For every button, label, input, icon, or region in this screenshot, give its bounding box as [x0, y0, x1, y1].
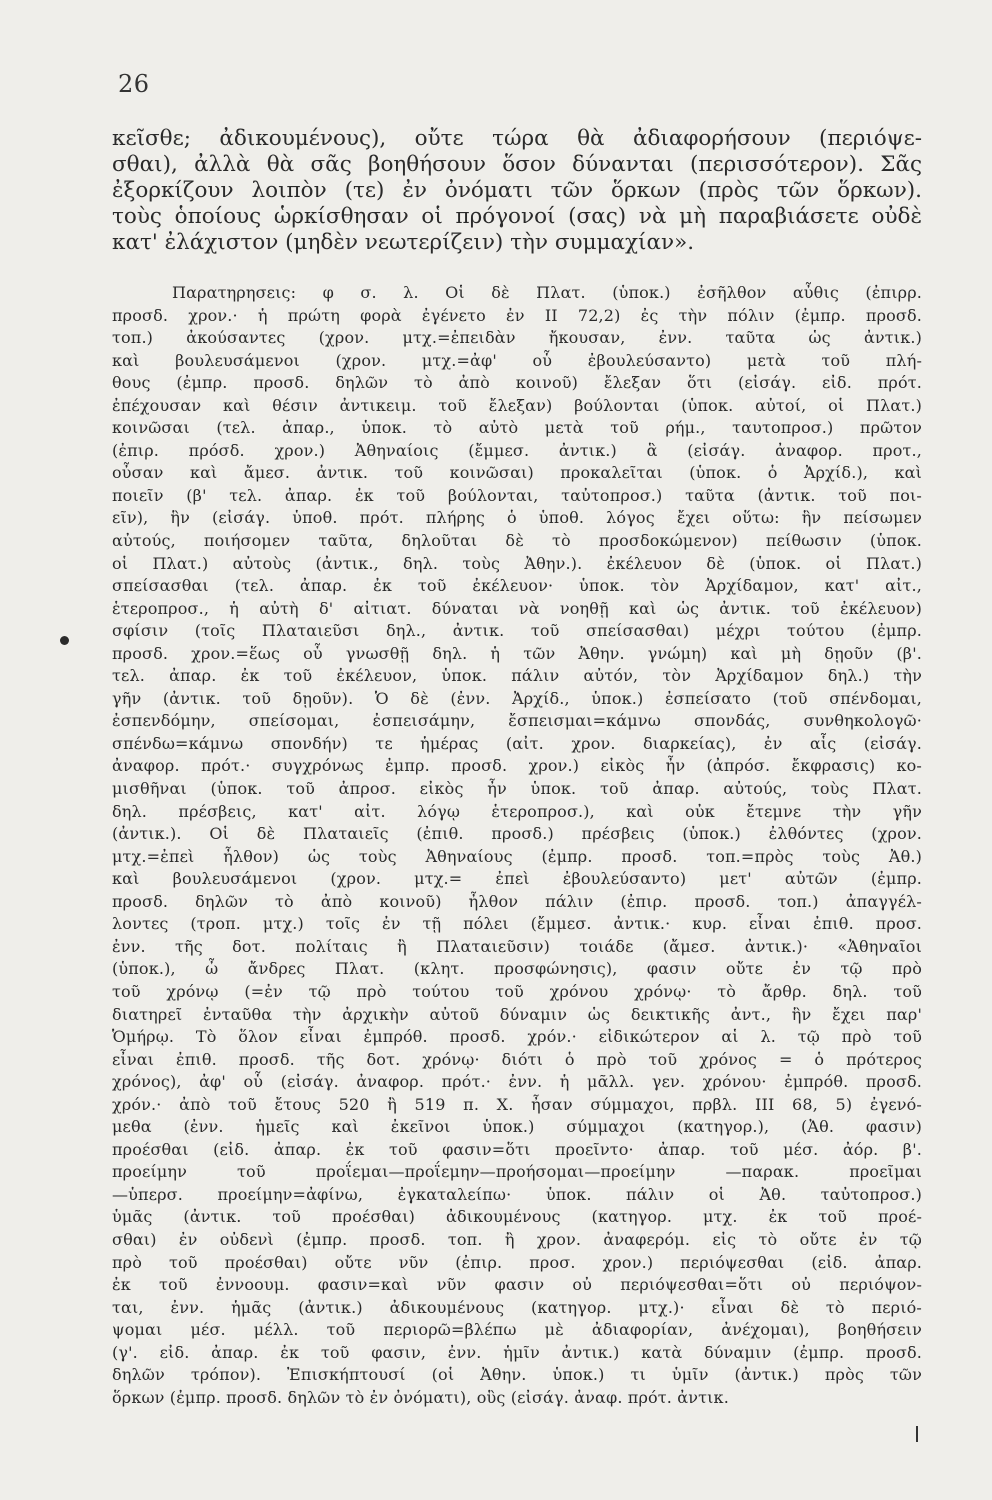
page-number: 26: [118, 70, 150, 98]
notes-line: —ὑπερσ. προείμην=ἀφίνω, ἐγκαταλείπω· ὑποκ. πάλιν οἱ Ἀθ. ταὐτοπροσ.): [112, 1184, 922, 1204]
notes-line: σπένδω=κάμνω σπονδήν) τε ἡμέρας (αἰτ. χρον. διαρκείας), ἐν αἷς (εἰσάγ.: [112, 733, 922, 753]
intro-line: κατ' ἐλάχιστον (μηδὲν νεωτερίζειν) τὴν συμμαχίαν».: [112, 230, 695, 255]
notes-line: (γ'. εἰδ. ἀπαρ. ἐκ τοῦ φασιν, ἐνν. ἡμῖν ἀντικ.) κατὰ δύναμιν (ἐμπρ. προσδ.: [112, 1342, 922, 1362]
margin-dot-mark: [60, 636, 69, 645]
notes-line: Παρατηρησεις: φ σ. λ. Οἱ δὲ Πλατ. (ὑποκ.) ἐσῆλθον αὖθις (ἐπιρρ.: [172, 283, 922, 302]
notes-line: ὑμᾶς (ἀντικ. τοῦ προέσθαι) ἀδικουμένους (κατηγορ. μτχ. ἐκ τοῦ προέ-: [112, 1207, 922, 1227]
notes-line: χρόν.· ἀπὸ τοῦ ἔτους 520 ἢ 519 π. Χ. ἦσαν σύμμαχοι, πρβλ. ΙΙΙ 68, 5) ἐγενό-: [112, 1094, 922, 1114]
notes-line: προέσθαι (εἰδ. ἀπαρ. ἐκ τοῦ φασιν=ὅτι προεῖντο· ἀπαρ. τοῦ μέσ. ἀόρ. β'.: [112, 1139, 922, 1159]
notes-line: Ὁμήρῳ. Τὸ ὅλον εἶναι ἐμπρόθ. προσδ. χρόν.· εἰδικώτερον αἱ λ. τῷ πρὸ τοῦ: [112, 1027, 922, 1047]
notes-line: τελ. ἀπαρ. ἐκ τοῦ ἐκέλευον, ὑποκ. πάλιν αὐτόν, τὸν Ἀρχίδαμον δηλ.) τὴν: [112, 666, 922, 686]
notes-line: ται, ἐνν. ἡμᾶς (ἀντικ.) ἀδικουμένους (κατηγορ. μτχ.)· εἶναι δὲ τὸ περιό-: [112, 1297, 922, 1317]
notes-line: γῆν (ἀντικ. τοῦ δῃοῦν). Ὁ δὲ (ἐνν. Ἀρχίδ., ὑποκ.) ἐσπείσατο (τοῦ σπένδομαι,: [112, 688, 922, 708]
notes-line: κοινῶσαι (τελ. ἀπαρ., ὑποκ. τὸ αὐτὸ μετὰ τοῦ ρήμ., ταυτοπροσ.) πρῶτον: [112, 418, 922, 438]
notes-line: προσδ. δηλῶν τὸ ἀπὸ κοινοῦ) ἦλθον πάλιν (ἐπιρ. προσδ. τοπ.) ἀπαγγέλ-: [112, 891, 922, 911]
notes-line: ἐπέχουσαν καὶ θέσιν ἀντικειμ. τοῦ ἔλεξαν) βούλονται (ὑποκ. αὐτοί, οἱ Πλατ.): [112, 395, 922, 415]
notes-line: ποιεῖν (β' τελ. ἀπαρ. ἐκ τοῦ βούλονται, ταὐτοπροσ.) ταῦτα (ἀντικ. τοῦ ποι-: [112, 485, 922, 505]
notes-paragraph: [112, 282, 922, 1409]
notes-line: ἐνν. τῆς δοτ. πολίταις ἢ Πλαταιεῦσιν) τοιάδε (ἄμεσ. ἀντικ.)· «Ἀθηναῖοι: [112, 936, 922, 956]
notes-line: εἶναι ἐπιθ. προσδ. τῆς δοτ. χρόνῳ· διότι ὁ πρὸ τοῦ χρόνος = ὁ πρότερος: [112, 1049, 922, 1069]
notes-line: ἀναφορ. πρότ.· συγχρόνως ἐμπρ. προσδ. χρον.) εἰκὸς ἦν (ἀπρόσ. ἔκφρασις) κο-: [112, 756, 922, 776]
notes-line: καὶ βουλευσάμενοι (χρον. μτχ.=ἀφ' οὗ ἐβουλεύσαντο) μετὰ τοῦ πλή-: [112, 350, 922, 370]
notes-line: δηλ. πρέσβεις, κατ' αἰτ. λόγῳ ἑτεροπροσ.), καὶ οὐκ ἔτεμνε τὴν γῆν: [112, 801, 922, 821]
notes-line: θους (ἐμπρ. προσδ. δηλῶν τὸ ἀπὸ κοινοῦ) ἔλεξαν ὅτι (εἰσάγ. εἰδ. πρότ.: [112, 373, 922, 393]
notes-line: σφίσιν (τοῖς Πλαταιεῦσι δηλ., ἀντικ. τοῦ σπείσασθαι) μέχρι τούτου (ἐμπρ.: [112, 621, 922, 641]
notes-line: ἑτεροπροσ., ἡ αὐτὴ δ' αἰτιατ. δύναται νὰ νοηθῇ καὶ ὡς ἀντικ. τοῦ ἐκέλευον): [112, 598, 922, 618]
intro-line: κεῖσθε; ἀδικουμένους), οὔτε τώρα θὰ ἀδιαφορήσουν (περιόψε-: [112, 126, 922, 151]
notes-line: μτχ.=ἐπεὶ ἦλθον) ὡς τοὺς Ἀθηναίους (ἐμπρ. προσδ. τοπ.=πρὸς τοὺς Ἀθ.): [112, 846, 922, 866]
notes-line: καὶ βουλευσάμενοι (χρον. μτχ.= ἐπεὶ ἐβουλεύσαντο) μετ' αὐτῶν (ἐμπρ.: [112, 869, 922, 889]
notes-line: διατηρεῖ ἐνταῦθα τὴν ἀρχικὴν αὐτοῦ δύναμιν ὡς δεικτικῆς ἀντ., ἣν ἔχει παρ': [112, 1004, 922, 1024]
notes-line: ψομαι μέσ. μέλλ. τοῦ περιορῶ=βλέπω μὲ ἀδιαφορίαν, ἀνέχομαι), βοηθήσειν: [112, 1320, 922, 1340]
notes-line: εῖν), ἣν (εἰσάγ. ὑποθ. πρότ. πλήρης ὁ ὑποθ. λόγος ἔχει οὕτω: ἣν πείσωμεν: [112, 508, 922, 528]
notes-line: (ἐπιρ. πρόσδ. χρον.) Ἀθηναίοις (ἔμμεσ. ἀντικ.) ἃ (εἰσάγ. ἀναφορ. προτ.,: [112, 440, 922, 460]
notes-line: χρόνος), ἀφ' οὗ (εἰσάγ. ἀναφορ. πρότ.· ἐνν. ἡ μᾶλλ. γεν. χρόνου· ἐμπρόθ. προσδ.: [112, 1072, 922, 1092]
notes-line: μισθῆναι (ὑποκ. τοῦ ἀπροσ. εἰκὸς ἦν ὑποκ. τοῦ ἀπαρ. αὐτούς, τοὺς Πλατ.: [112, 779, 922, 799]
notes-line: σπείσασθαι (τελ. ἀπαρ. ἐκ τοῦ ἐκέλευον· ὑποκ. τὸν Ἀρχίδαμον, κατ' αἰτ.,: [112, 576, 922, 596]
intro-paragraph: [112, 126, 922, 256]
text-column: [112, 126, 922, 1409]
notes-line: οὖσαν καὶ ἄμεσ. ἀντικ. τοῦ κοινῶσαι) προκαλεῖται (ὑποκ. ὁ Ἀρχίδ.), καὶ: [112, 463, 922, 483]
intro-line: σθαι), ἀλλὰ θὰ σᾶς βοηθήσουν ὅσον δύνανται (περισσότερον). Σᾶς: [112, 152, 922, 177]
notes-line: ἐκ τοῦ ἐννοουμ. φασιν=καὶ νῦν φασιν οὐ περιόψεσθαι=ὅτι οὐ περιόψον-: [112, 1275, 922, 1295]
notes-line: ὅρκων (ἐμπρ. προσδ. δηλῶν τὸ ἐν ὀνόματι), οὓς (εἰσάγ. ἀναφ. πρότ. ἀντικ.: [112, 1387, 729, 1407]
notes-line: προείμην τοῦ προΐεμαι—προΐεμην—προήσομαι—προείμην —παρακ. προεῖμαι: [112, 1162, 922, 1182]
notes-line: (ὑποκ.), ὦ ἄνδρες Πλατ. (κλητ. προσφώνησις), φασιν οὔτε ἐν τῷ πρὸ: [112, 959, 922, 979]
notes-line: ἐσπενδόμην, σπείσομαι, ἐσπεισάμην, ἔσπεισμαι=κάμνω σπονδάς, συνθηκολογῶ·: [112, 711, 922, 731]
notes-line: τοῦ χρόνῳ (=ἐν τῷ πρὸ τούτου τοῦ χρόνου χρόνῳ· τὸ ἄρθρ. δηλ. τοῦ: [112, 981, 922, 1001]
notes-line: πρὸ τοῦ προέσθαι) οὔτε νῦν (ἐπιρ. προσ. χρον.) περιόψεσθαι (εἰδ. ἀπαρ.: [112, 1252, 922, 1272]
notes-line: οἱ Πλατ.) αὐτοὺς (ἀντικ., δηλ. τοὺς Ἀθην.). ἐκέλευον δὲ (ὑποκ. οἱ Πλατ.): [112, 553, 922, 573]
intro-line: τοὺς ὁποίους ὡρκίσθησαν οἱ πρόγονοί (σας) νὰ μὴ παραβιάσετε οὐδὲ: [112, 204, 922, 229]
notes-line: δηλῶν τρόπον). Ἐπισκήπτουσί (οἱ Ἀθην. ὑποκ.) τι ὑμῖν (ἀντικ.) πρὸς τῶν: [112, 1365, 922, 1385]
intro-line: ἐξορκίζουν λοιπὸν (τε) ἐν ὀνόματι τῶν ὅρκων (πρὸς τῶν ὅρκων).: [112, 178, 922, 203]
notes-line: προσδ. χρον.=ἕως οὗ γνωσθῇ δηλ. ἡ τῶν Ἀθην. γνώμη) καὶ μὴ δῃοῦν (β'.: [112, 643, 922, 663]
notes-line: αὐτούς, ποιήσομεν ταῦτα, δηλοῦται δὲ τὸ προσδοκώμενον) πείθωσιν (ὑποκ.: [112, 531, 922, 551]
notes-line: τοπ.) ἀκούσαντες (χρον. μτχ.=ἐπειδὰν ἤκουσαν, ἐνν. ταῦτα ὡς ἀντικ.): [112, 328, 922, 348]
notes-line: προσδ. χρον.· ἡ πρώτη φορὰ ἐγένετο ἐν ΙΙ 72,2) ἐς τὴν πόλιν (ἐμπρ. προσδ.: [112, 305, 922, 325]
closing-bracket-mark: [916, 1426, 918, 1442]
notes-line: σθαι) ἐν οὐδενὶ (ἐμπρ. προσδ. τοπ. ἢ χρον. ἀναφερόμ. εἰς τὸ οὔτε ἐν τῷ: [112, 1229, 922, 1249]
notes-line: (ἀντικ.). Οἱ δὲ Πλαταιεῖς (ἐπιθ. προσδ.) πρέσβεις (ὑποκ.) ἐλθόντες (χρον.: [112, 824, 922, 844]
notes-line: λοντες (τροπ. μτχ.) τοῖς ἐν τῇ πόλει (ἔμμεσ. ἀντικ.· κυρ. εἶναι ἐπιθ. προσ.: [112, 914, 922, 934]
notes-line: μεθα (ἐνν. ἡμεῖς καὶ ἐκεῖνοι ὑποκ.) σύμμαχοι (κατηγορ.), (Ἀθ. φασιν): [112, 1117, 922, 1137]
